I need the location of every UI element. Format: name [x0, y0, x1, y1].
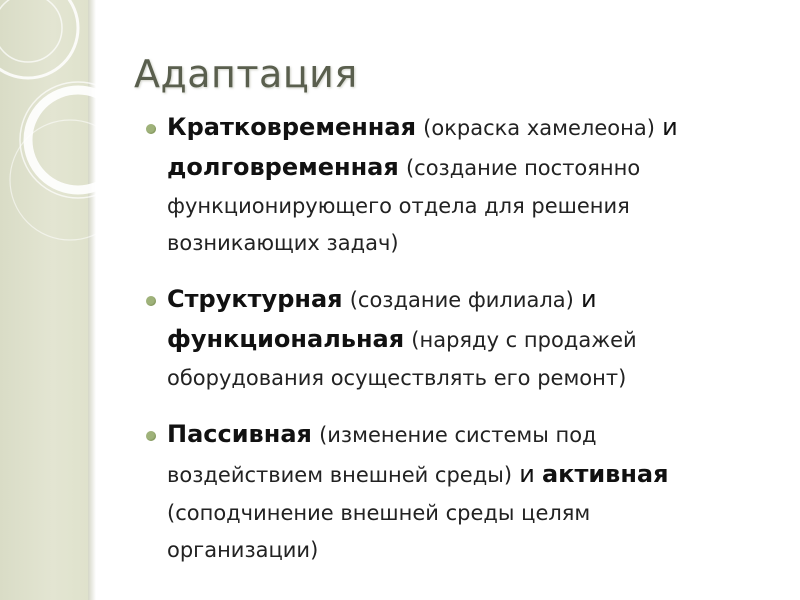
bullet-marker-icon	[146, 296, 156, 306]
bullet-term: Структурная	[167, 285, 343, 313]
bullet-note: (наряду с продажей	[411, 328, 637, 352]
bullet-note: (создание филиала)	[349, 288, 574, 312]
bullet-conjunction: и	[581, 285, 597, 313]
bullet-note-line: оборудования осуществлять его ремонт)	[167, 366, 627, 390]
bullet-term: долговременная	[167, 153, 399, 181]
band-shadow	[88, 0, 96, 600]
bullet-term: функциональная	[167, 325, 405, 353]
bullet-note-line: возникающих задач)	[167, 231, 399, 255]
bullet-marker-icon	[146, 431, 156, 441]
decorative-side-band	[0, 0, 88, 600]
bullet-note-line: организации)	[167, 538, 319, 562]
bullet-note-line: (соподчинение внешней среды целям	[167, 501, 591, 525]
bullet-list	[143, 108, 783, 587]
bullet-note: (создание постоянно	[405, 156, 641, 180]
bullet-term: Кратковременная	[167, 113, 416, 141]
bullet-term: активная	[541, 460, 669, 488]
slide-title: Адаптация	[134, 52, 358, 96]
bullet-note: воздействием внешней среды)	[167, 463, 513, 487]
bullet-note: (изменение системы под	[319, 423, 597, 447]
bullet-note: (окраска хамелеона)	[423, 116, 655, 140]
bullet-note-line: функционирующего отдела для решения	[167, 194, 630, 218]
bullet-conjunction: и	[662, 113, 678, 141]
bullet-conjunction: и	[519, 460, 535, 488]
bullet-item-2	[143, 280, 783, 397]
bullet-item-3	[143, 415, 783, 569]
bullet-marker-icon	[146, 124, 156, 134]
bullet-item-1	[143, 108, 783, 262]
bullet-term: Пассивная	[167, 420, 312, 448]
